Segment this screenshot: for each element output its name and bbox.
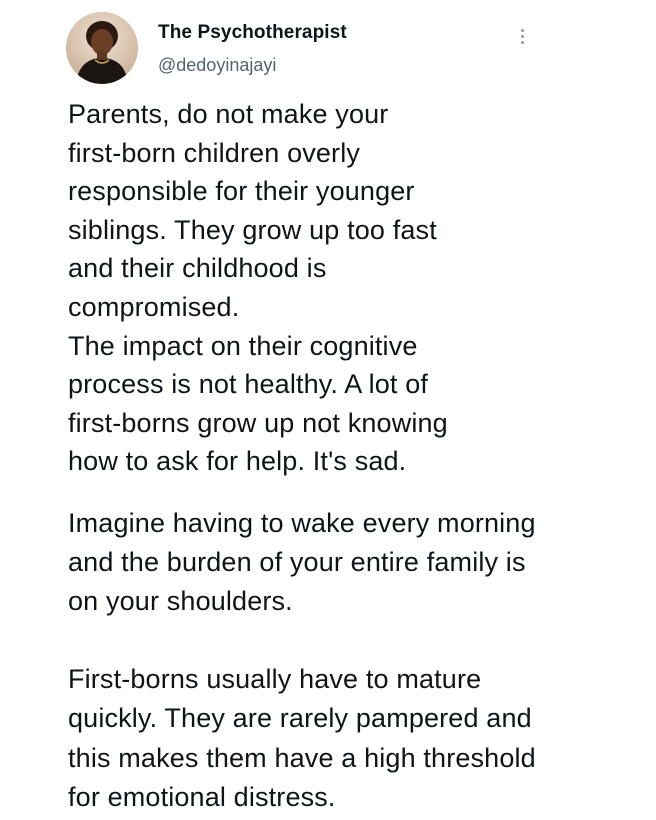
avatar-photo xyxy=(66,12,138,84)
more-options-button[interactable] xyxy=(510,22,534,50)
user-handle[interactable]: @dedoyinajayi xyxy=(158,55,277,75)
more-vertical-icon-dot xyxy=(521,41,524,44)
tweet-body-paragraph-3: First-borns usually have to mature quickly. They are rarely pampered and this makes them have a high threshold for emotional distress. xyxy=(68,664,536,812)
more-vertical-icon xyxy=(521,29,524,32)
tweet-body-paragraph-1: Parents, do not make your first-born children overly responsible for their younger siblings. They grow up too fast and their childhood is compromised. The impact on their cognitive process is not healthy. A lot of first-borns grow up not knowing how to ask for help. It's sad. xyxy=(68,99,448,477)
avatar[interactable] xyxy=(66,12,138,84)
display-name[interactable]: The Psychotherapist xyxy=(158,22,347,43)
tweet-header xyxy=(66,12,626,88)
more-vertical-icon-dot xyxy=(521,35,524,38)
tweet-body-paragraph-2: Imagine having to wake every morning and the burden of your entire family is on your shoulders. xyxy=(68,508,536,616)
